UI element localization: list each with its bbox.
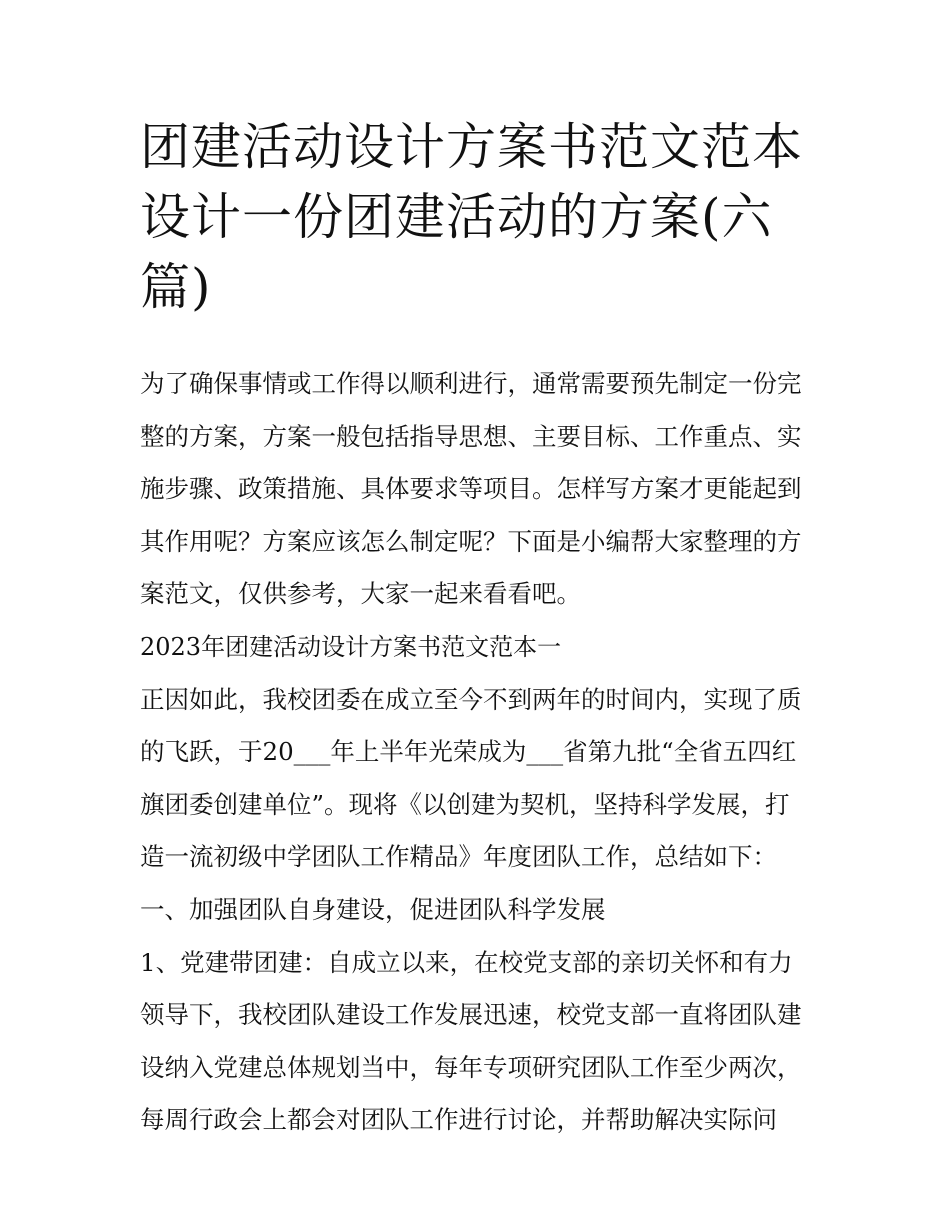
paragraph-line: 旗团委创建单位”。现将《以创建为契机，坚持科学发展，打 — [140, 789, 790, 819]
intro-line: 案范文，仅供参考，大家一起来看看吧。 — [140, 579, 581, 609]
paragraph-line: 的飞跃，于20___年上半年光荣成为___省第九批“全省五四红 — [140, 737, 797, 767]
paragraph-line: 正因如此，我校团委在成立至今不到两年的时间内，实现了质 — [140, 684, 802, 714]
title-line: 篇) — [140, 258, 212, 316]
intro-line: 为了确保事情或工作得以顺利进行，通常需要预先制定一份完 — [140, 369, 802, 398]
paragraph-line: 领导下，我校团队建设工作发展迅速，校党支部一直将团队建 — [140, 1000, 802, 1030]
document-title — [140, 112, 820, 322]
section-heading: 2023年团建活动设计方案书范文范本一 — [140, 632, 562, 661]
intro-line: 施步骤、政策措施、具体要求等项目。怎样写方案才更能起到 — [140, 474, 802, 504]
document-body — [140, 358, 820, 1147]
paragraph-line: 设纳入党建总体规划当中，每年专项研究团队工作至少两次， — [140, 1052, 802, 1082]
subheading-line: 一、加强团队自身建设，促进团队科学发展 — [140, 894, 606, 924]
paragraph-line: 1、党建带团建：自成立以来，在校党支部的亲切关怀和有力 — [140, 947, 793, 977]
paragraph-line: 造一流初级中学团队工作精品》年度团队工作，总结如下： — [140, 842, 777, 872]
intro-line: 整的方案，方案一般包括指导思想、主要目标、工作重点、实 — [140, 421, 802, 451]
title-line: 团建活动设计方案书范文范本 — [140, 118, 803, 176]
title-line: 设计一份团建活动的方案(六 — [140, 188, 773, 246]
intro-line: 其作用呢？方案应该怎么制定呢？下面是小编帮大家整理的方 — [140, 526, 802, 556]
paragraph-line: 每周行政会上都会对团队工作进行讨论，并帮助解决实际问 — [140, 1105, 777, 1135]
